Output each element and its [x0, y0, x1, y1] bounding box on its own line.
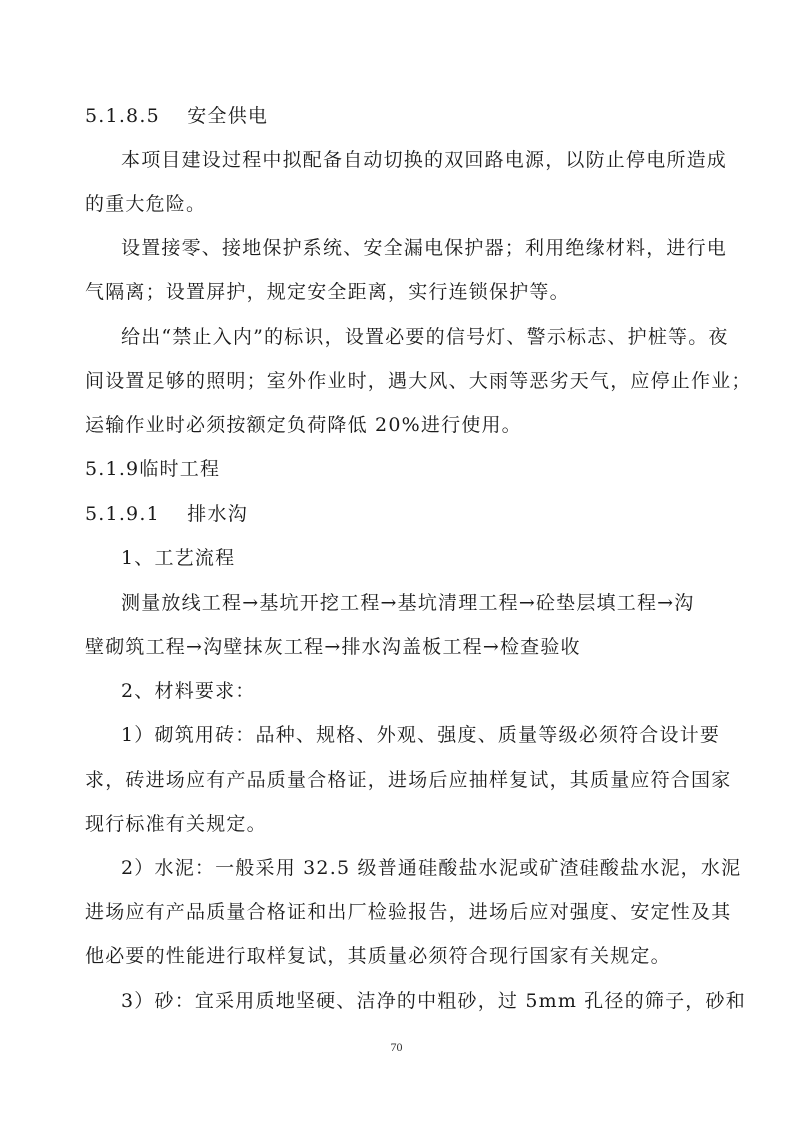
- paragraph-line: 测量放线工程→基坑开挖工程→基坑清理工程→砼垫层填工程→沟: [121, 592, 695, 614]
- paragraph-line: 设置接零、接地保护系统、安全漏电保护器；利用绝缘材料，进行电: [121, 237, 728, 259]
- paragraph-line: 间设置足够的照明；室外作业时，遇大风、大雨等恶劣天气，应停止作业；: [85, 370, 752, 392]
- paragraph-line: 壁砌筑工程→沟壁抹灰工程→排水沟盖板工程→检查验收: [85, 636, 581, 658]
- section-heading-5-1-9: 5.1.9临时工程: [85, 458, 221, 480]
- page-number: 70: [390, 1040, 403, 1054]
- paragraph-line: 的重大危险。: [85, 193, 207, 215]
- paragraph-line: 求，砖进场应有产品质量合格证，进场后应抽样复试，其质量应符合国家: [85, 769, 732, 791]
- paragraph-line: 进场应有产品质量合格证和出厂检验报告，进场后应对强度、安定性及其: [85, 901, 732, 923]
- paragraph-line: 给出“禁止入内”的标识，设置必要的信号灯、警示标志、护桩等。夜: [121, 326, 729, 348]
- section-heading-5-1-9-1: 5.1.9.1 排水沟: [85, 503, 248, 525]
- paragraph-line: 现行标准有关规定。: [85, 813, 267, 835]
- paragraph-line: 3）砂：宜采用质地坚硬、洁净的中粗砂，过 5mm 孔径的筛子，砂和: [121, 990, 746, 1012]
- paragraph-line: 1）砌筑用砖：品种、规格、外观、强度、质量等级必须符合设计要: [121, 724, 721, 746]
- section-heading-5-1-8-5: 5.1.8.5 安全供电: [85, 105, 269, 127]
- paragraph-line: 气隔离；设置屏护，规定安全距离，实行连锁保护等。: [85, 281, 570, 303]
- list-item-title: 2、材料要求：: [121, 680, 256, 702]
- paragraph-line: 他必要的性能进行取样复试，其质量必须符合现行国家有关规定。: [85, 945, 671, 967]
- paragraph-line: 本项目建设过程中拟配备自动切换的双回路电源，以防止停电所造成: [121, 149, 728, 171]
- paragraph-line: 运输作业时必须按额定负荷降低 20%进行使用。: [85, 414, 522, 436]
- list-item-title: 1、工艺流程: [121, 547, 236, 569]
- paragraph-line: 2）水泥：一般采用 32.5 级普通硅酸盐水泥或矿渣硅酸盐水泥，水泥: [121, 857, 742, 879]
